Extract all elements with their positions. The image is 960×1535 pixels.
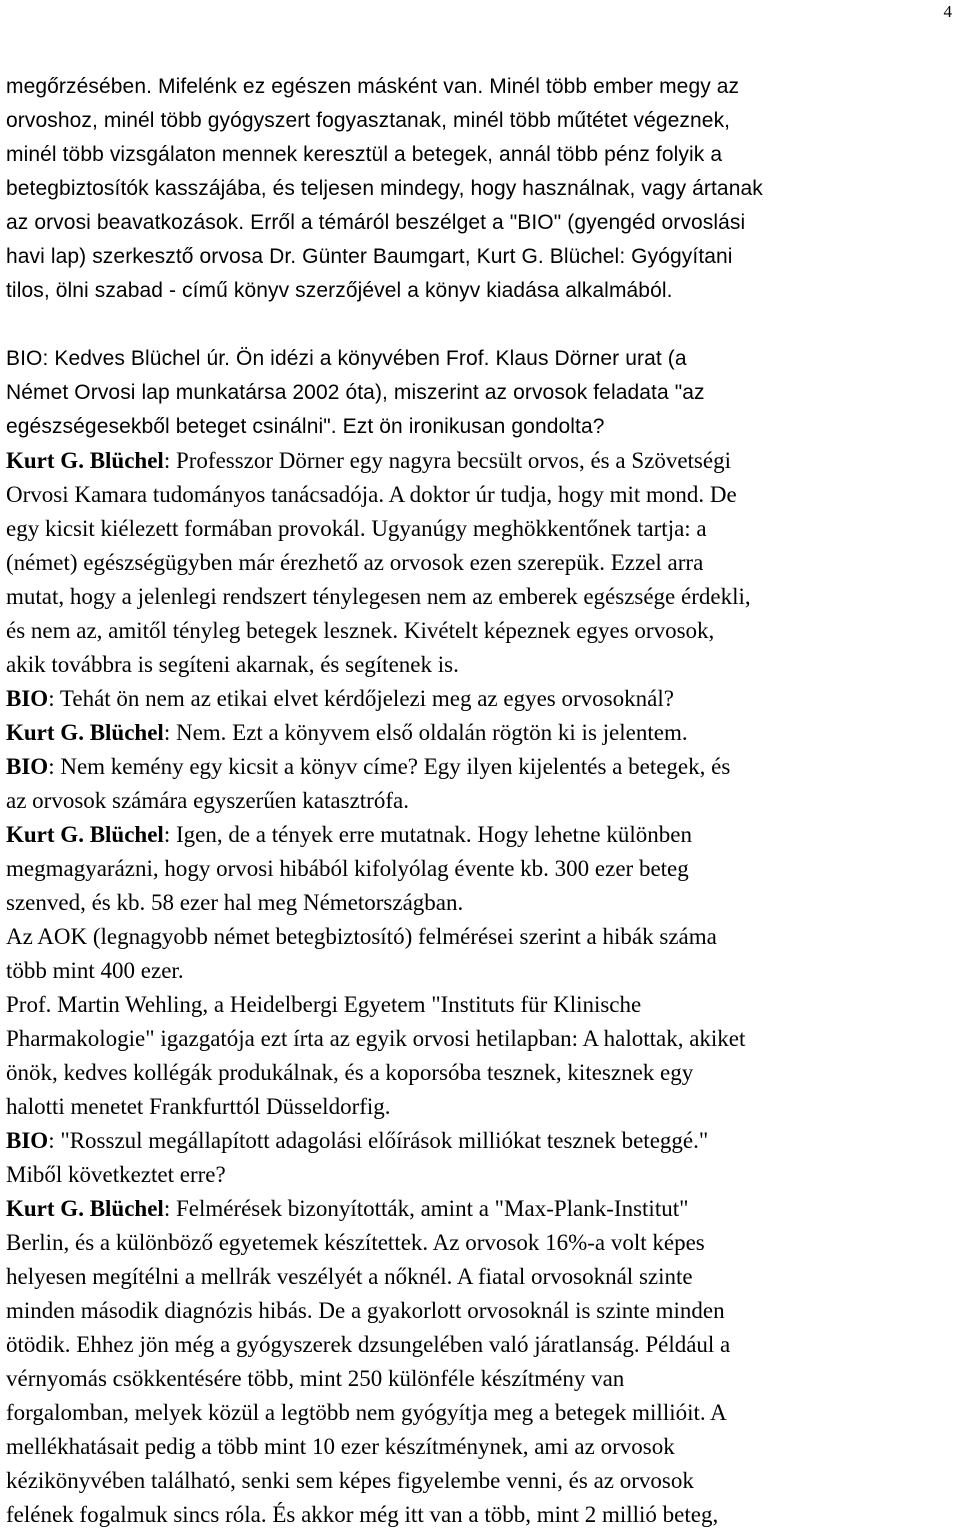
line-text: több mint 400 ezer. <box>6 958 184 983</box>
intro-paragraph <box>6 70 956 308</box>
line-text: : Nem kemény egy kicsit a könyv címe? Egy ilyen kijelentés a betegek, és <box>48 754 731 779</box>
line-text: akik továbbra is segíteni akarnak, és segítenek is. <box>6 652 459 677</box>
speaker-label: BIO <box>6 754 49 779</box>
text-line <box>6 546 956 580</box>
text-line <box>6 580 956 614</box>
text-line <box>6 342 956 376</box>
text-line: tilos, ölni szabad - című könyv szerzőjével a könyv kiadása alkalmából. <box>6 279 673 302</box>
line-text: kézikönyvében található, senki sem képes figyelembe venni, és az orvosok <box>6 1468 694 1493</box>
line-text: Az AOK (legnagyobb német betegbiztosító) felmérései szerint a hibák száma <box>6 924 717 949</box>
line-text: Miből következtet erre? <box>6 1162 226 1187</box>
text-line: minél több vizsgálaton mennek keresztül a betegek, annál több pénz folyik a <box>6 143 723 166</box>
text-line <box>6 512 956 546</box>
text-line <box>6 750 956 784</box>
text-line <box>6 1192 956 1226</box>
line-text: mutat, hogy a jelenlegi rendszert ténylegesen nem az emberek egészsége érdekli, <box>6 584 751 609</box>
line-text: : Kedves Blüchel úr. Ön idézi a könyvében Frof. Klaus Dörner urat (a <box>42 347 687 370</box>
text-line <box>6 1260 956 1294</box>
text-line <box>6 920 956 954</box>
line-text: Orvosi Kamara tudományos tanácsadója. A doktor úr tudja, hogy mit mond. De <box>6 482 737 507</box>
text-line <box>6 682 956 716</box>
line-text: Német Orvosi lap munkatársa 2002 óta), miszerint az orvosok feladata "az <box>6 381 705 404</box>
line-text: mellékhatásait pedig a több mint 10 ezer készítménynek, ami az orvosok <box>6 1434 675 1459</box>
line-text: : Professzor Dörner egy nagyra becsült orvos, és a Szövetségi <box>163 448 731 473</box>
line-text: az orvosok számára egyszerűen katasztrófa. <box>6 788 409 813</box>
text-line <box>6 410 956 444</box>
speaker-label: BIO <box>6 347 43 370</box>
interview-block <box>6 444 956 682</box>
interview-block <box>6 342 956 444</box>
line-text: és nem az, amitől tényleg betegek lesznek. Kivételt képeznek egyes orvosok, <box>6 618 715 643</box>
interview-block <box>6 1124 956 1192</box>
text-line <box>6 1362 956 1396</box>
line-text: Prof. Martin Wehling, a Heidelbergi Egyetem "Instituts für Klinische <box>6 992 642 1017</box>
text-line <box>6 716 956 750</box>
text-line <box>6 648 956 682</box>
line-text: : Nem. Ezt a könyvem első oldalán rögtön ki is jelentem. <box>163 720 688 745</box>
interview-block <box>6 682 956 716</box>
text-line <box>6 988 956 1022</box>
paragraph-gap <box>6 308 956 342</box>
line-text: helyesen megítélni a mellrák veszélyét a nőknél. A fiatal orvosoknál szinte <box>6 1264 693 1289</box>
interview-block <box>6 1192 956 1532</box>
line-text: szenved, és kb. 58 ezer hal meg Németországban. <box>6 890 464 915</box>
text-line: havi lap) szerkesztő orvosa Dr. Günter Baumgart, Kurt G. Blüchel: Gyógyítani <box>6 245 733 268</box>
line-text: minden második diagnózis hibás. De a gyakorlott orvosoknál is szinte minden <box>6 1298 725 1323</box>
line-text: : Igen, de a tények erre mutatnak. Hogy lehetne különben <box>163 822 692 847</box>
text-line <box>6 444 956 478</box>
line-text: : Felmérések bizonyították, amint a "Max-Plank-Institut" <box>163 1196 689 1221</box>
text-line <box>6 614 956 648</box>
text-line <box>6 1022 956 1056</box>
text-line <box>6 1498 956 1532</box>
interview <box>6 342 956 1532</box>
line-text: egy kicsit kiélezett formában provokál. Ugyanúgy meghökkentőnek tartja: a <box>6 516 707 541</box>
line-text: egészségesekből beteget csinálni". Ezt ön ironikusan gondolta? <box>6 415 605 438</box>
text-line: betegbiztosítók kasszájába, és teljesen mindegy, hogy használnak, vagy ártanak <box>6 177 763 200</box>
text-line <box>6 954 956 988</box>
line-text: ötödik. Ehhez jön még a gyógyszerek dzsungelében való járatlanság. Például a <box>6 1332 731 1357</box>
line-text: felének fogalmuk sincs róla. És akkor még itt van a több, mint 2 millió beteg, <box>6 1502 719 1527</box>
line-text: Berlin, és a különböző egyetemek készítettek. Az orvosok 16%-a volt képes <box>6 1230 705 1255</box>
speaker-label: BIO <box>6 686 49 711</box>
text-line <box>6 1396 956 1430</box>
text-line: az orvosi beavatkozások. Erről a témáról beszélget a "BIO" (gyengéd orvoslási <box>6 211 746 234</box>
speaker-label: BIO <box>6 1128 49 1153</box>
line-text: : "Rosszul megállapított adagolási előírások milliókat tesznek beteggé." <box>48 1128 709 1153</box>
page-number: 4 <box>943 2 952 21</box>
text-line <box>6 1430 956 1464</box>
text-line <box>6 376 956 410</box>
text-line <box>6 818 956 852</box>
document-body <box>6 70 956 1532</box>
speaker-label: Kurt G. Blüchel <box>6 822 164 847</box>
line-text: forgalomban, melyek közül a legtöbb nem gyógyítja meg a betegek millióit. A <box>6 1400 727 1425</box>
text-line <box>6 478 956 512</box>
line-text: (német) egészségügyben már érezhető az orvosok ezen szerepük. Ezzel arra <box>6 550 704 575</box>
speaker-label: Kurt G. Blüchel <box>6 448 164 473</box>
text-line <box>6 1056 956 1090</box>
text-line <box>6 852 956 886</box>
text-line <box>6 1158 956 1192</box>
speaker-label: Kurt G. Blüchel <box>6 720 164 745</box>
text-line: megőrzésében. Mifelénk ez egészen másként van. Minél több ember megy az <box>6 75 740 98</box>
text-line <box>6 1464 956 1498</box>
text-line <box>6 1124 956 1158</box>
line-text: Pharmakologie" igazgatója ezt írta az egyik orvosi hetilapban: A halottak, akiket <box>6 1026 746 1051</box>
text-line <box>6 1294 956 1328</box>
speaker-label: Kurt G. Blüchel <box>6 1196 164 1221</box>
interview-block <box>6 716 956 750</box>
text-line <box>6 1226 956 1260</box>
line-text: önök, kedves kollégák produkálnak, és a koporsóba tesznek, kitesznek egy <box>6 1060 694 1085</box>
text-line <box>6 1090 956 1124</box>
text-line <box>6 886 956 920</box>
text-line: orvoshoz, minél több gyógyszert fogyasztanak, minél több műtétet végeznek, <box>6 109 731 132</box>
interview-block <box>6 818 956 1124</box>
interview-block <box>6 750 956 818</box>
line-text: megmagyarázni, hogy orvosi hibából kifolyólag évente kb. 300 ezer beteg <box>6 856 689 881</box>
text-line <box>6 784 956 818</box>
text-line <box>6 1328 956 1362</box>
line-text: vérnyomás csökkentésére több, mint 250 különféle készítmény van <box>6 1366 625 1391</box>
line-text: halotti menetet Frankfurttól Düsseldorfig. <box>6 1094 391 1119</box>
line-text: : Tehát ön nem az etikai elvet kérdőjelezi meg az egyes orvosoknál? <box>48 686 674 711</box>
